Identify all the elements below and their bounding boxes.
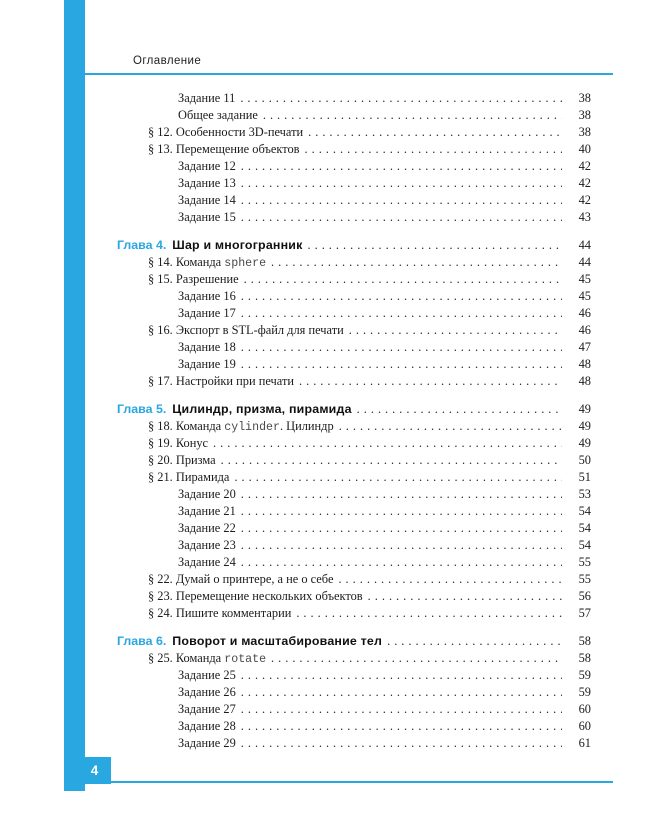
dot-leader bbox=[308, 124, 562, 141]
chapter-number-label: Глава 6. bbox=[117, 634, 167, 648]
toc-entry-label bbox=[178, 192, 236, 209]
toc-entry-page: 46 bbox=[578, 306, 591, 320]
entry-text: Общее задание bbox=[178, 108, 258, 122]
toc-entry-label bbox=[178, 718, 236, 735]
footer-rule bbox=[110, 781, 613, 783]
toc-entry-page: 42 bbox=[578, 193, 591, 207]
entry-text: § 15. Разрешение bbox=[148, 272, 239, 286]
dot-leader bbox=[241, 192, 562, 209]
dot-leader bbox=[296, 605, 562, 622]
toc-entry bbox=[117, 141, 591, 158]
dot-leader bbox=[263, 107, 562, 124]
dot-leader bbox=[339, 418, 562, 435]
toc-entry bbox=[117, 339, 591, 356]
dot-leader bbox=[368, 588, 562, 605]
entry-text: Шар и многогранник bbox=[172, 238, 303, 252]
dot-leader bbox=[357, 401, 562, 418]
toc-entry-label bbox=[178, 339, 236, 356]
dot-leader bbox=[271, 254, 562, 271]
entry-text: Задание 28 bbox=[178, 719, 236, 733]
toc-entry-page: 58 bbox=[578, 651, 591, 665]
toc-entry-label bbox=[178, 107, 258, 124]
dot-leader bbox=[241, 554, 562, 571]
toc-entry bbox=[117, 571, 591, 588]
code-term: sphere bbox=[224, 257, 267, 270]
toc-entry-page: 43 bbox=[578, 210, 591, 224]
entry-text: § 17. Настройки при печати bbox=[148, 374, 294, 388]
toc-entry-label bbox=[117, 401, 352, 418]
toc-entry-page: 48 bbox=[578, 357, 591, 371]
toc-entry-page: 56 bbox=[578, 589, 591, 603]
entry-text: § 12. Особенности 3D-печати bbox=[148, 125, 304, 139]
code-term: cylinder bbox=[224, 421, 280, 434]
entry-text: Задание 13 bbox=[178, 176, 236, 190]
toc-entry-page: 49 bbox=[578, 402, 591, 416]
page-header-title: Оглавление bbox=[133, 55, 202, 67]
toc-entry bbox=[117, 192, 591, 209]
entry-text: Задание 22 bbox=[178, 521, 236, 535]
toc-entry-label bbox=[178, 305, 236, 322]
toc-entry-label bbox=[148, 571, 333, 588]
chapter-number-label: Глава 5. bbox=[117, 402, 167, 416]
dot-leader bbox=[234, 469, 562, 486]
dot-leader bbox=[308, 237, 562, 254]
toc-entry bbox=[117, 288, 591, 305]
toc-entry-page: 49 bbox=[578, 419, 591, 433]
dot-leader bbox=[241, 503, 562, 520]
entry-text: Задание 15 bbox=[178, 210, 236, 224]
toc-entry-label bbox=[117, 237, 303, 254]
toc-entry bbox=[117, 718, 591, 735]
entry-text: Задание 11 bbox=[178, 91, 236, 105]
table-of-contents bbox=[117, 90, 591, 752]
toc-entry bbox=[117, 554, 591, 571]
entry-text: Задание 19 bbox=[178, 357, 236, 371]
entry-text: § 22. Думай о принтере, а не о себе bbox=[148, 572, 334, 586]
toc-entry-label bbox=[148, 605, 291, 622]
dot-leader bbox=[241, 175, 562, 192]
entry-text: Задание 20 bbox=[178, 487, 236, 501]
toc-entry-label bbox=[178, 175, 236, 192]
entry-text: Задание 25 bbox=[178, 668, 236, 682]
header-rule bbox=[85, 73, 613, 75]
dot-leader bbox=[241, 209, 562, 226]
chapter-number-label: Глава 4. bbox=[117, 238, 167, 252]
dot-leader bbox=[241, 667, 562, 684]
toc-entry-page: 55 bbox=[578, 555, 591, 569]
toc-entry bbox=[117, 537, 591, 554]
toc-entry bbox=[117, 633, 591, 650]
toc-entry-label bbox=[178, 288, 236, 305]
toc-entry-label bbox=[148, 124, 303, 141]
toc-entry bbox=[117, 356, 591, 373]
toc-entry bbox=[117, 158, 591, 175]
entry-text: § 14. Команда bbox=[148, 255, 225, 269]
dot-leader bbox=[241, 339, 562, 356]
entry-text: § 25. Команда bbox=[148, 651, 225, 665]
toc-entry bbox=[117, 684, 591, 701]
entry-text: Задание 21 bbox=[178, 504, 236, 518]
toc-entry bbox=[117, 305, 591, 322]
dot-leader bbox=[244, 271, 562, 288]
dot-leader bbox=[241, 288, 562, 305]
toc-entry-label bbox=[178, 503, 236, 520]
toc-entry-label bbox=[148, 322, 344, 339]
entry-text: Задание 16 bbox=[178, 289, 236, 303]
toc-entry-label bbox=[178, 486, 236, 503]
toc-entry bbox=[117, 418, 591, 435]
entry-text: Задание 14 bbox=[178, 193, 236, 207]
entry-text: § 23. Перемещение нескольких объектов bbox=[148, 589, 363, 603]
toc-entry bbox=[117, 701, 591, 718]
toc-entry-page: 49 bbox=[578, 436, 591, 450]
toc-entry bbox=[117, 650, 591, 667]
toc-entry-page: 59 bbox=[578, 668, 591, 682]
entry-text: Задание 29 bbox=[178, 736, 236, 750]
dot-leader bbox=[299, 373, 562, 390]
entry-text: § 24. Пишите комментарии bbox=[148, 606, 292, 620]
toc-entry-label bbox=[178, 701, 236, 718]
toc-entry-page: 47 bbox=[578, 340, 591, 354]
toc-entry-label bbox=[148, 452, 216, 469]
toc-entry bbox=[117, 588, 591, 605]
toc-entry bbox=[117, 486, 591, 503]
entry-text: § 13. Перемещение объектов bbox=[148, 142, 300, 156]
toc-entry-page: 54 bbox=[578, 521, 591, 535]
dot-leader bbox=[305, 141, 562, 158]
toc-entry bbox=[117, 469, 591, 486]
dot-leader bbox=[241, 486, 562, 503]
toc-entry-page: 57 bbox=[578, 606, 591, 620]
toc-entry-page: 51 bbox=[578, 470, 591, 484]
entry-text: Задание 17 bbox=[178, 306, 236, 320]
toc-entry-page: 42 bbox=[578, 176, 591, 190]
toc-entry-label bbox=[178, 520, 236, 537]
toc-entry-page: 60 bbox=[578, 702, 591, 716]
toc-entry-page: 46 bbox=[578, 323, 591, 337]
toc-entry-label bbox=[148, 650, 266, 668]
dot-leader bbox=[240, 90, 562, 107]
toc-entry bbox=[117, 373, 591, 390]
page-number: 4 bbox=[90, 763, 99, 778]
toc-entry-page: 38 bbox=[578, 108, 591, 122]
toc-entry-page: 45 bbox=[578, 272, 591, 286]
toc-entry-page: 50 bbox=[578, 453, 591, 467]
toc-entry-page: 53 bbox=[578, 487, 591, 501]
toc-entry bbox=[117, 124, 591, 141]
entry-text: Задание 23 bbox=[178, 538, 236, 552]
toc-entry bbox=[117, 175, 591, 192]
dot-leader bbox=[213, 435, 562, 452]
code-term: rotate bbox=[224, 653, 267, 666]
toc-entry-label bbox=[178, 90, 235, 107]
entry-text: Цилиндр, призма, пирамида bbox=[172, 402, 352, 416]
toc-entry bbox=[117, 605, 591, 622]
toc-entry-label bbox=[148, 373, 294, 390]
dot-leader bbox=[241, 537, 562, 554]
entry-text: Задание 27 bbox=[178, 702, 236, 716]
toc-entry-label bbox=[178, 158, 236, 175]
entry-text: § 21. Пирамида bbox=[148, 470, 230, 484]
dot-leader bbox=[271, 650, 562, 667]
dot-leader bbox=[241, 701, 562, 718]
toc-entry bbox=[117, 735, 591, 752]
entry-text: Задание 12 bbox=[178, 159, 236, 173]
toc-entry-page: 38 bbox=[578, 91, 591, 105]
left-accent-bar bbox=[64, 0, 85, 791]
toc-entry bbox=[117, 322, 591, 339]
dot-leader bbox=[241, 305, 562, 322]
dot-leader bbox=[349, 322, 562, 339]
toc-entry-page: 55 bbox=[578, 572, 591, 586]
toc-entry-label bbox=[178, 209, 236, 226]
toc-entry-page: 54 bbox=[578, 538, 591, 552]
page-number-box bbox=[78, 757, 111, 784]
entry-text: Задание 24 bbox=[178, 555, 236, 569]
toc-entry-page: 44 bbox=[578, 255, 591, 269]
toc-entry bbox=[117, 401, 591, 418]
toc-entry-page: 58 bbox=[578, 634, 591, 648]
toc-entry-label bbox=[178, 684, 236, 701]
toc-entry bbox=[117, 254, 591, 271]
toc-entry bbox=[117, 503, 591, 520]
toc-entry bbox=[117, 435, 591, 452]
dot-leader bbox=[241, 735, 562, 752]
toc-entry-label bbox=[148, 469, 229, 486]
toc-entry-page: 45 bbox=[578, 289, 591, 303]
toc-entry-page: 44 bbox=[578, 238, 591, 252]
entry-text: Задание 18 bbox=[178, 340, 236, 354]
dot-leader bbox=[241, 520, 562, 537]
entry-text: § 19. Конус bbox=[148, 436, 209, 450]
entry-text: Задание 26 bbox=[178, 685, 236, 699]
toc-entry bbox=[117, 667, 591, 684]
toc-entry-page: 61 bbox=[578, 736, 591, 750]
toc-entry-label bbox=[178, 735, 236, 752]
toc-entry-page: 54 bbox=[578, 504, 591, 518]
toc-entry-label bbox=[178, 554, 236, 571]
toc-entry bbox=[117, 237, 591, 254]
dot-leader bbox=[241, 718, 562, 735]
toc-entry-label bbox=[148, 254, 266, 272]
entry-text: Поворот и масштабирование тел bbox=[172, 634, 383, 648]
entry-text: . Цилиндр bbox=[279, 419, 334, 433]
toc-entry bbox=[117, 520, 591, 537]
toc-entry-page: 60 bbox=[578, 719, 591, 733]
toc-entry-page: 59 bbox=[578, 685, 591, 699]
entry-text: § 18. Команда bbox=[148, 419, 225, 433]
toc-entry-label bbox=[178, 667, 236, 684]
dot-leader bbox=[221, 452, 562, 469]
toc-entry-page: 42 bbox=[578, 159, 591, 173]
entry-text: § 16. Экспорт в STL-файл для печати bbox=[148, 323, 344, 337]
dot-leader bbox=[241, 684, 562, 701]
toc-entry bbox=[117, 452, 591, 469]
toc-entry-label bbox=[148, 271, 239, 288]
toc-entry-label bbox=[148, 588, 363, 605]
toc-entry bbox=[117, 271, 591, 288]
dot-leader bbox=[387, 633, 562, 650]
toc-entry-label bbox=[148, 435, 208, 452]
toc-entry-page: 38 bbox=[578, 125, 591, 139]
entry-text: § 20. Призма bbox=[148, 453, 216, 467]
toc-entry-label bbox=[178, 537, 236, 554]
toc-entry-label bbox=[117, 633, 382, 650]
dot-leader bbox=[241, 356, 562, 373]
toc-entry-label bbox=[178, 356, 236, 373]
toc-entry bbox=[117, 107, 591, 124]
dot-leader bbox=[241, 158, 562, 175]
toc-entry bbox=[117, 209, 591, 226]
toc-entry-label bbox=[148, 418, 334, 436]
toc-entry-page: 40 bbox=[578, 142, 591, 156]
toc-entry-label bbox=[148, 141, 300, 158]
dot-leader bbox=[338, 571, 562, 588]
toc-entry-page: 48 bbox=[578, 374, 591, 388]
toc-entry bbox=[117, 90, 591, 107]
